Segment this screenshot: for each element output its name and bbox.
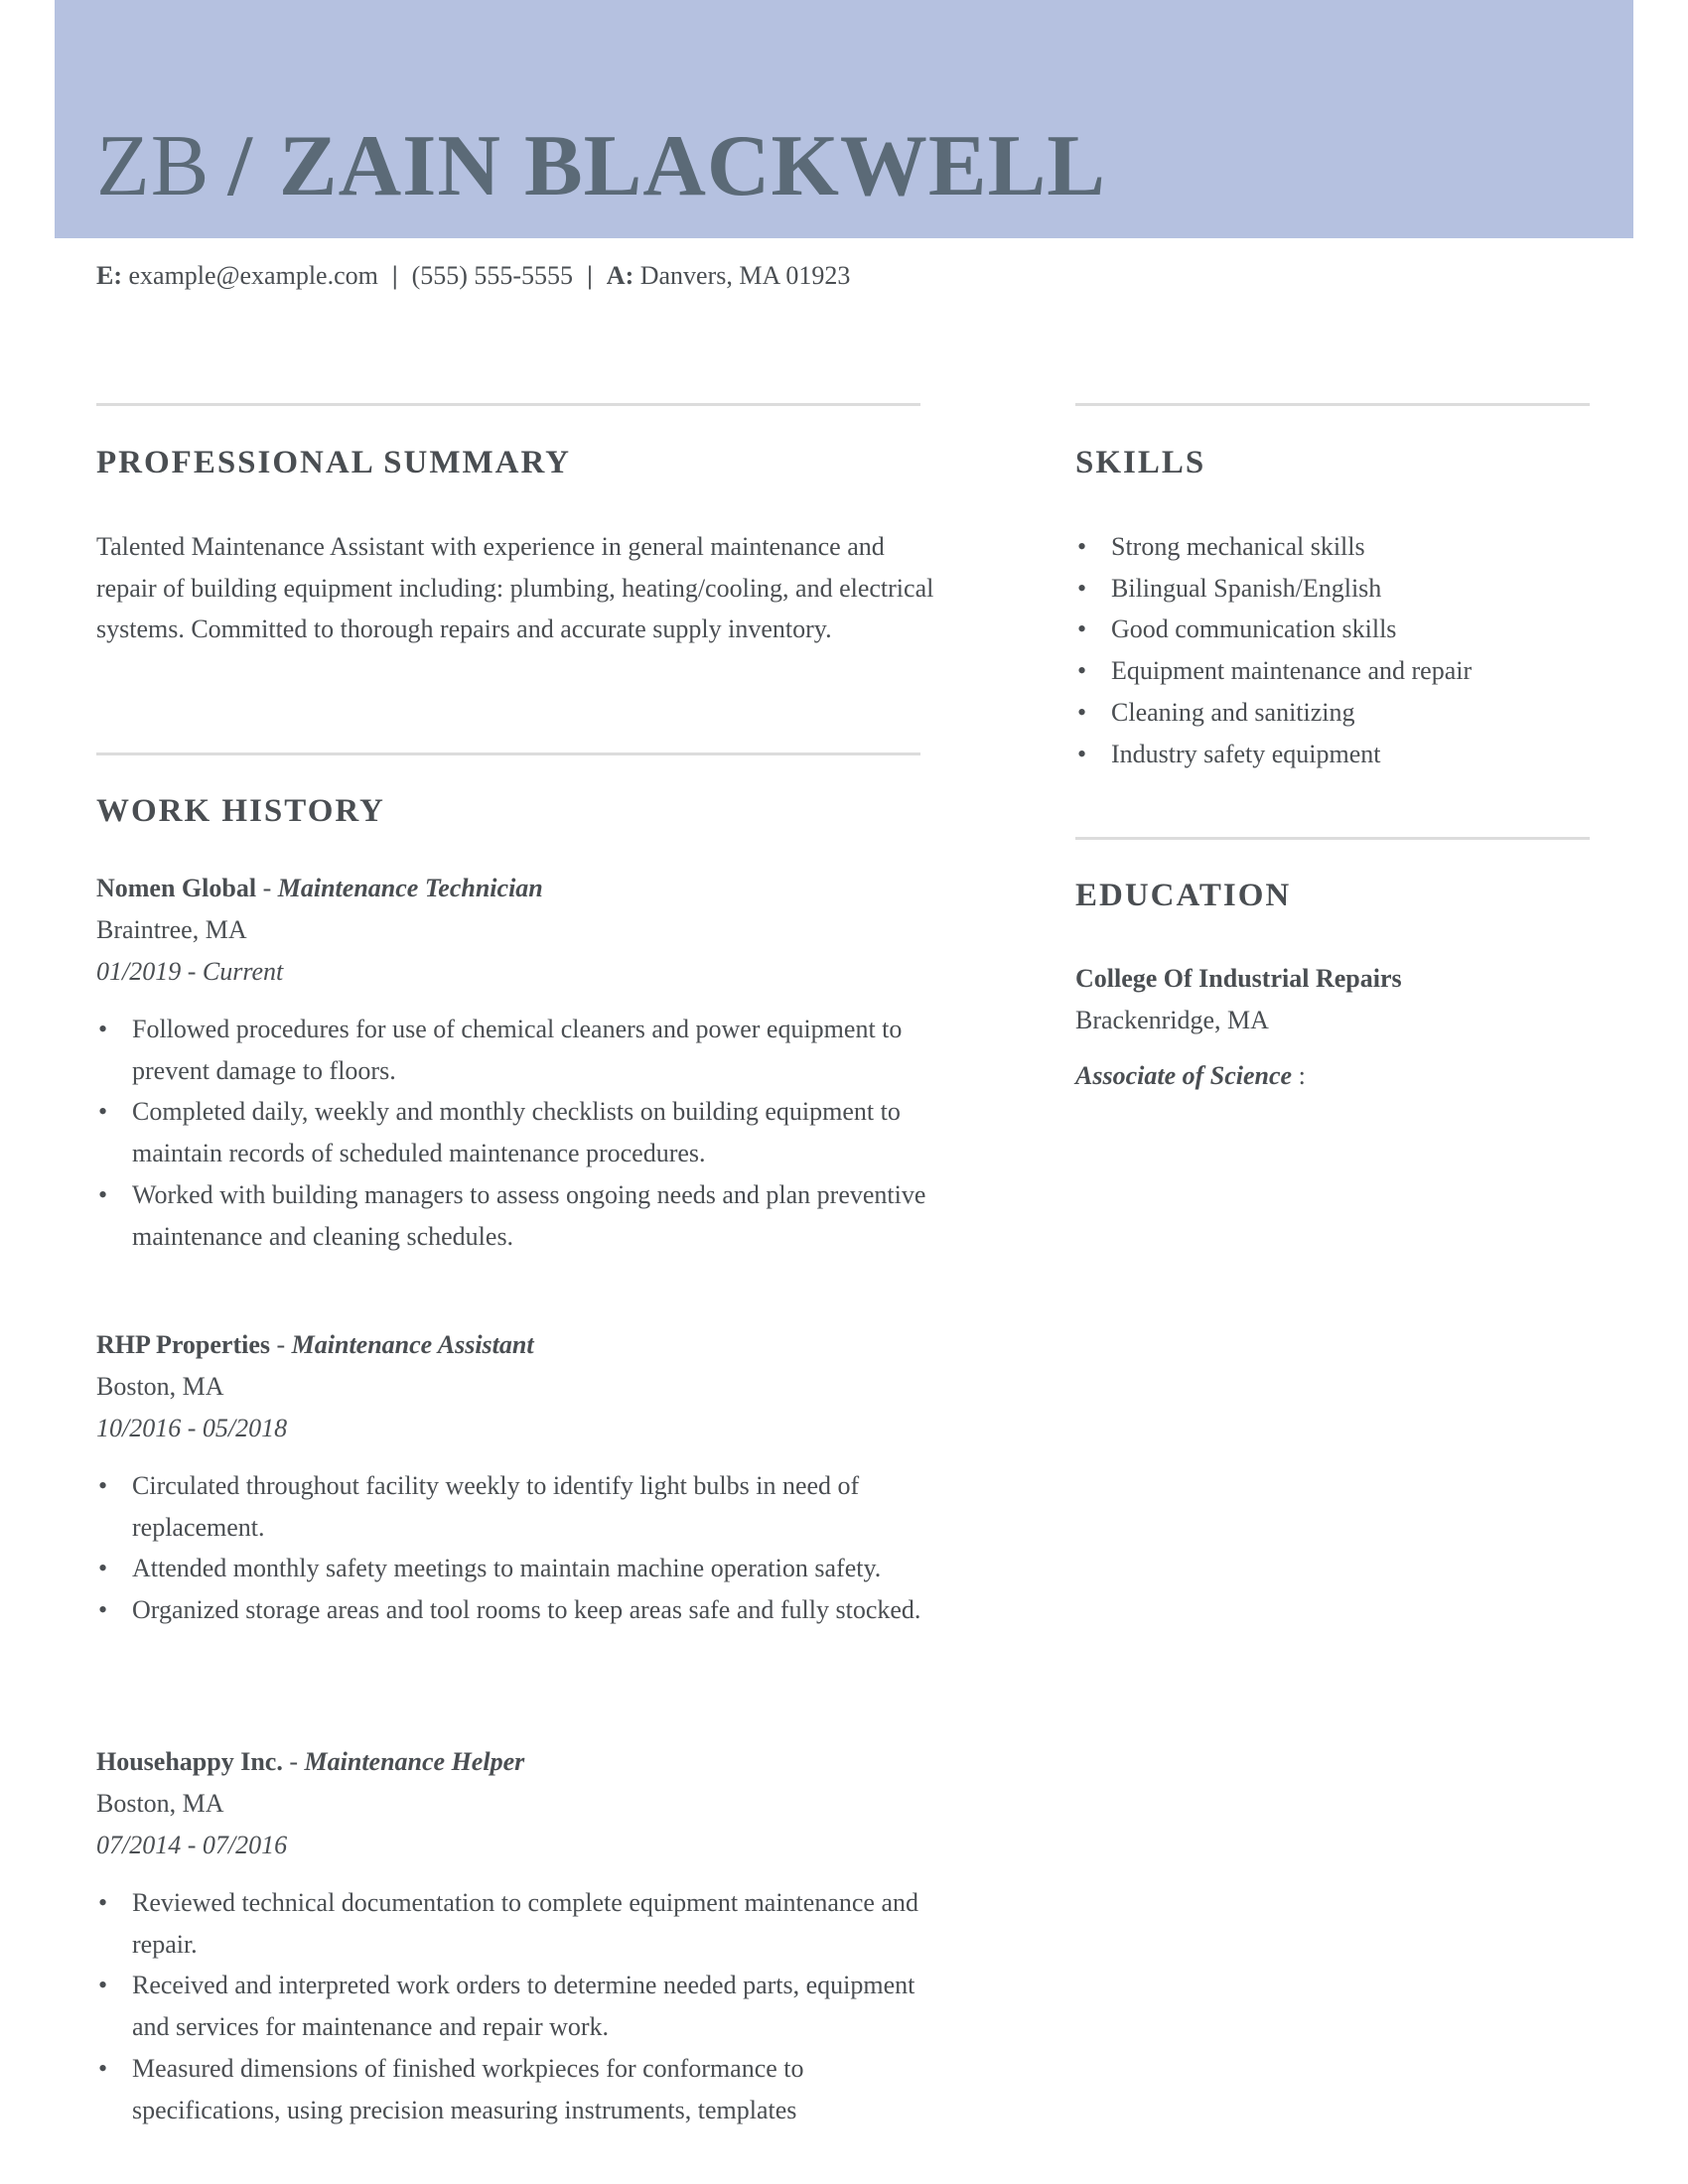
name-full: ZAIN BLACKWELL xyxy=(278,118,1106,214)
title-dash: - xyxy=(256,874,278,902)
job-bullet: • Measured dimensions of finished workpieces for conformance to specifications, using precision measuring instruments, templates xyxy=(96,2048,950,2130)
job-bullet: • Organized storage areas and tool rooms to keep areas safe and fully stocked. xyxy=(96,1589,950,1631)
job-dates: 10/2016 - 05/2018 xyxy=(96,1414,288,1442)
skill-item: • Bilingual Spanish/English xyxy=(1075,568,1612,610)
skill-item: • Good communication skills xyxy=(1075,609,1612,650)
skill-item: • Cleaning and sanitizing xyxy=(1075,692,1612,734)
company-name: Nomen Global xyxy=(96,874,257,902)
title-dash: - xyxy=(282,1747,305,1776)
job-title xyxy=(96,1324,950,1366)
job-location: Braintree, MA xyxy=(96,915,247,944)
job-bullet: • Circulated throughout facility weekly to identify light bulbs in need of replacement. xyxy=(96,1465,950,1548)
skill-item: • Equipment maintenance and repair xyxy=(1075,650,1612,692)
title-dash: - xyxy=(269,1330,292,1359)
degree-suffix: : xyxy=(1292,1061,1306,1090)
contact-separator: | xyxy=(391,261,398,290)
name-initials: ZB xyxy=(96,118,211,214)
section-divider xyxy=(96,403,920,406)
education-heading: EDUCATION xyxy=(1075,878,1292,913)
job-role: Maintenance Technician xyxy=(277,874,543,902)
email-value: example@example.com xyxy=(128,261,378,290)
contact-line xyxy=(96,260,850,292)
summary-text: Talented Maintenance Assistant with experience in general maintenance and repair of building equipment including: plumbing, heating/cooling, and electrical systems. Committed to thorough repairs and accurate supply inventory. xyxy=(96,532,934,644)
job-bullet: • Received and interpreted work orders to determine needed parts, equipment and services for maintenance and repair work. xyxy=(96,1965,950,2047)
job-bullet: • Reviewed technical documentation to complete equipment maintenance and repair. xyxy=(96,1882,950,1965)
section-divider xyxy=(1075,837,1590,840)
job-title xyxy=(96,868,950,909)
address-value: Danvers, MA 01923 xyxy=(639,261,851,290)
candidate-name xyxy=(96,117,1106,216)
degree-name: Associate of Science xyxy=(1075,1061,1293,1090)
job-role: Maintenance Assistant xyxy=(291,1330,534,1359)
job-location: Boston, MA xyxy=(96,1789,224,1818)
job-bullets xyxy=(96,1465,950,1631)
job-bullets xyxy=(96,1882,950,2130)
education-entry xyxy=(1075,958,1612,1097)
job-role: Maintenance Helper xyxy=(304,1747,525,1776)
skill-item: • Industry safety equipment xyxy=(1075,734,1612,775)
job-location: Boston, MA xyxy=(96,1372,224,1401)
job-entry xyxy=(96,1324,950,1631)
job-title xyxy=(96,1741,950,1783)
degree-line xyxy=(1075,1055,1612,1097)
section-divider xyxy=(96,752,920,755)
job-dates: 07/2014 - 07/2016 xyxy=(96,1831,288,1859)
school-name: College Of Industrial Repairs xyxy=(1075,964,1402,993)
address-label: A: xyxy=(606,261,634,290)
section-divider xyxy=(1075,403,1590,406)
skill-item: • Strong mechanical skills xyxy=(1075,526,1612,568)
job-entry xyxy=(96,868,950,1257)
job-entry xyxy=(96,1741,950,2130)
work-history-heading: WORK HISTORY xyxy=(96,793,385,829)
phone-value: (555) 555-5555 xyxy=(411,261,574,290)
job-dates: 01/2019 - Current xyxy=(96,957,284,986)
skills-heading: SKILLS xyxy=(1075,445,1206,480)
summary-heading: PROFESSIONAL SUMMARY xyxy=(96,445,571,480)
job-bullet: • Followed procedures for use of chemical cleaners and power equipment to prevent damage to floors. xyxy=(96,1009,950,1091)
school-location: Brackenridge, MA xyxy=(1075,1006,1269,1034)
skills-list xyxy=(1075,526,1612,774)
company-name: RHP Properties xyxy=(96,1330,270,1359)
job-bullets xyxy=(96,1009,950,1257)
job-bullet: • Worked with building managers to assess ongoing needs and plan preventive maintenance and cleaning schedules. xyxy=(96,1174,950,1257)
company-name: Househappy Inc. xyxy=(96,1747,283,1776)
skills-list-container xyxy=(1075,526,1612,774)
job-bullet: • Attended monthly safety meetings to maintain machine operation safety. xyxy=(96,1548,950,1589)
contact-separator: | xyxy=(587,261,593,290)
job-bullet: • Completed daily, weekly and monthly checklists on building equipment to maintain records of scheduled maintenance procedures. xyxy=(96,1091,950,1173)
email-label: E: xyxy=(96,261,122,290)
name-slash: / xyxy=(227,118,253,214)
